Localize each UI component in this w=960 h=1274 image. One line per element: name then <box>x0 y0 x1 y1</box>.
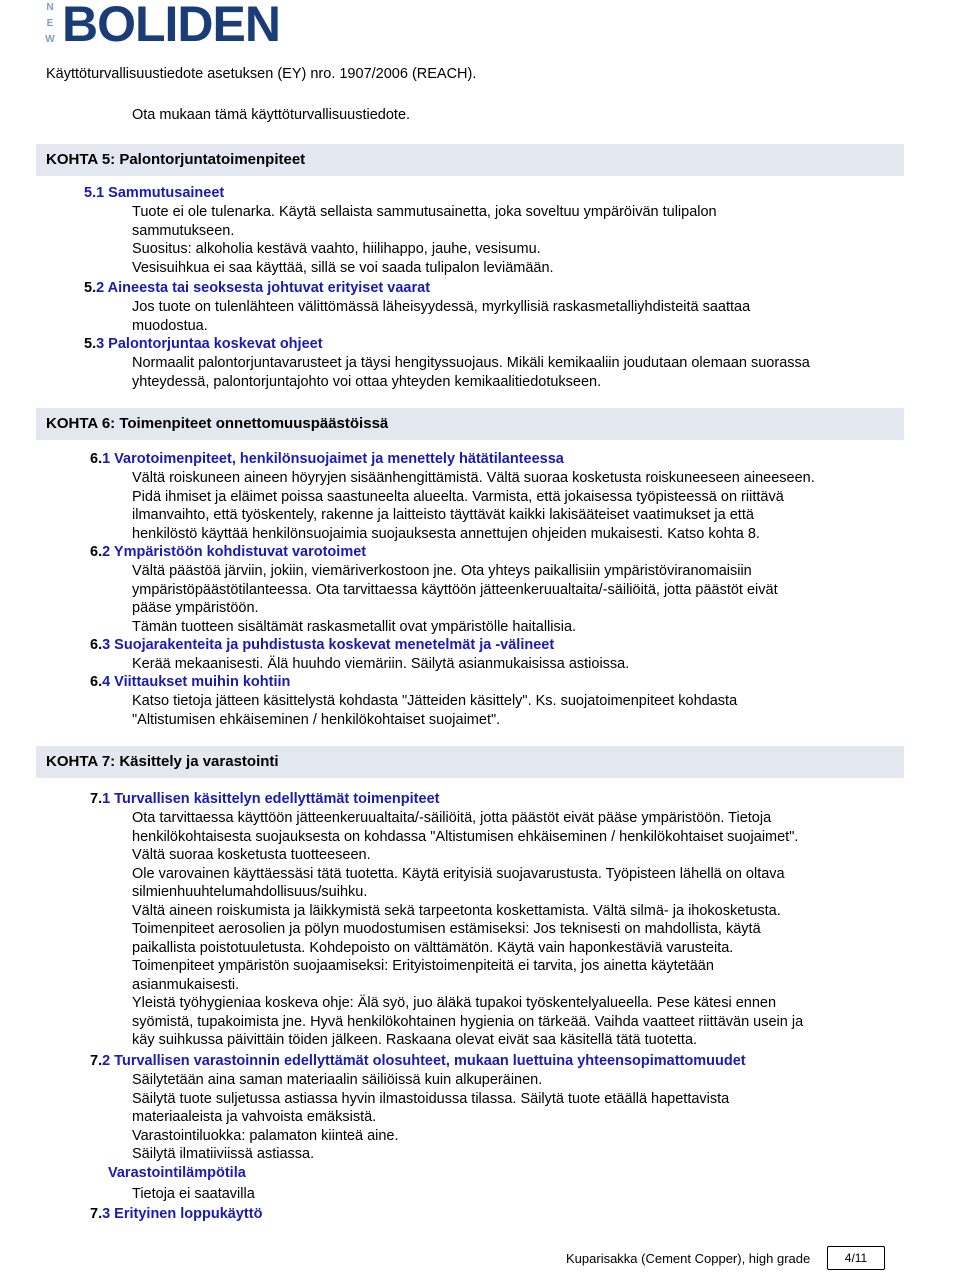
text-line: käy suihkussa päivittäin töiden jälkeen. Raskaana olevat eivät saa käsitellä tätä tuotetta. <box>132 1032 698 1048</box>
s72-title: 2 Turvallisen varastoinnin edellyttämät olosuhteet, mukaan luettuina yhteensopimattomuudet <box>102 1053 746 1069</box>
text-line: Yleistä työhygieniaa koskeva ohje: Älä syö, juo äläkä tupakoi työskentelyalueella. Pese kätesi ennen <box>132 995 777 1011</box>
text-line: Ole varovainen käyttäessäsi tätä tuotetta. Käytä erityisiä suojavarustusta. Työpisteen lähellä on oltava <box>132 865 785 882</box>
page-number: 4/11 <box>827 1246 885 1270</box>
s63-heading <box>90 636 554 655</box>
keep-note: Ota mukaan tämä käyttöturvallisuustiedote. <box>132 107 411 123</box>
text-line: "Altistumisen ehkäiseminen / henkilökohtaiset suojaimet". <box>132 711 501 728</box>
text-line: Säilytetään aina saman materiaalin säiliöissä kuin alkuperäinen. <box>132 1072 543 1088</box>
text-line: Säilytä ilmatiiviissä astiassa. <box>132 1146 315 1162</box>
text-line: Varastointiluokka: palamaton kiinteä aine. <box>132 1127 399 1144</box>
text-line: asianmukaisesti. <box>132 976 240 993</box>
s73-title: 3 Erityinen loppukäyttö <box>102 1206 263 1222</box>
text-line: Vesisuihkua ei saa käyttää, sillä se voi saada tulipalon leviämään. <box>132 259 554 276</box>
logo-brand-text: BOLIDEN <box>62 0 280 52</box>
text-line: henkilöstö käyttää henkilönsuojaimia suojauksesta annettujen ohjeiden mukaisesti. Katso kohta 8. <box>132 525 760 542</box>
text-line: Vältä suoraa kosketusta tuotteeseen. <box>132 847 371 863</box>
s51-body <box>132 203 892 277</box>
footer-product-name: Kuparisakka (Cement Copper), high grade <box>566 1251 811 1266</box>
s63-body <box>132 655 892 674</box>
s52-title: 2 Aineesta tai seoksesta johtuvat erityiset vaarat <box>96 280 431 296</box>
s62-heading <box>90 543 366 562</box>
logo-new-n: N <box>46 2 54 13</box>
s72-number: 7. <box>90 1053 103 1069</box>
s53-body <box>132 354 892 391</box>
s64-title: 4 Viittaukset muihin kohtiin <box>102 674 291 690</box>
text-line: pääse ympäristöön. <box>132 600 259 616</box>
s64-heading <box>90 673 290 692</box>
text-line: paikallista poistotuuletusta. Kohdepoisto on välttämätön. Käytä vain haponkestäviä varusteita. <box>132 939 734 956</box>
s62-body <box>132 562 892 636</box>
s71-body <box>132 809 892 1050</box>
s63-title: 3 Suojarakenteita ja puhdistusta koskevat menetelmät ja -välineet <box>102 637 555 653</box>
logo-new-w: W <box>45 34 55 45</box>
s63-number: 6. <box>90 637 103 653</box>
s72-heading <box>90 1052 746 1071</box>
s73-heading <box>90 1205 262 1224</box>
section-6-header: KOHTA 6: Toimenpiteet onnettomuuspäästöissä <box>36 408 904 440</box>
storage-temperature-value: Tietoja ei saatavilla <box>132 1186 255 1202</box>
text-line: Vältä roiskuneen aineen höyryjen sisäänhengittämistä. Vältä suoraa kosketusta roiskuneeseen aineeseen. <box>132 470 815 486</box>
text-line: henkilökohtaisesta suojauksesta on kohdassa "Altistumisen ehkäiseminen / henkilökohtaiset suojaimet". <box>132 828 799 845</box>
text-line: Säilytä tuote suljetussa astiassa hyvin ilmastoidussa tilassa. Säilytä tuote etäällä hapettavista <box>132 1090 730 1107</box>
logo-new-e: E <box>46 18 54 29</box>
s61-body <box>132 469 892 543</box>
text-line: Toimenpiteet aerosolien ja pölyn muodostumisen estämiseksi: Jos teknisesti on mahdollista, käytä <box>132 921 761 937</box>
text-line: Tämän tuotteen sisältämät raskasmetallit ovat ympäristölle haitallisia. <box>132 618 577 635</box>
s52-heading <box>84 279 430 298</box>
text-line: ilmanvaihto, että työskentely, rakenne ja laitteisto täyttävät kaikki lakisääteiset vaatimukset ja että <box>132 507 754 523</box>
section-7-header: KOHTA 7: Käsittely ja varastointi <box>36 746 904 778</box>
s52-number: 5. <box>84 280 97 296</box>
s64-number: 6. <box>90 674 103 690</box>
s71-heading <box>90 790 439 809</box>
s53-title: 3 Palontorjuntaa koskevat ohjeet <box>96 336 323 352</box>
text-line: Toimenpiteet ympäristön suojaamiseksi: Erityistoimenpiteitä ei tarvita, jos ainetta käytetään <box>132 958 714 974</box>
storage-temperature-heading: Varastointilämpötila <box>108 1165 246 1181</box>
text-line: silmienhuuhtelumahdollisuus/suihku. <box>132 884 368 900</box>
s73-number: 7. <box>90 1206 103 1222</box>
s64-body <box>132 692 892 729</box>
text-line: Normaalit palontorjuntavarusteet ja täysi hengityssuojaus. Mikäli kemikaaliin joudutaan olemaan suorassa <box>132 355 810 371</box>
logo-new-letters <box>44 3 56 45</box>
s71-title: 1 Turvallisen käsittelyn edellyttämät toimenpiteet <box>102 791 440 807</box>
s53-number: 5. <box>84 336 97 352</box>
s61-heading <box>90 450 564 469</box>
s53-heading <box>84 335 323 354</box>
s52-body <box>132 298 892 335</box>
s62-title: 2 Ympäristöön kohdistuvat varotoimet <box>102 544 367 560</box>
text-line: sammutukseen. <box>132 222 235 239</box>
s62-number: 6. <box>90 544 103 560</box>
s72-body <box>132 1071 892 1164</box>
text-line: Vältä aineen roiskumista ja läikkymistä sekä tarpeetonta koskettamista. Vältä silmä- ja ihokosketusta. <box>132 902 781 919</box>
text-line: materiaaleista ja vahvoista emäksistä. <box>132 1109 377 1125</box>
text-line: Jos tuote on tulenlähteen välittömässä läheisyydessä, myrkyllisiä raskasmetalliyhdisteitä saattaa <box>132 299 751 315</box>
text-line: muodostua. <box>132 317 208 334</box>
text-line: Katso tietoja jätteen käsittelystä kohdasta "Jätteiden käsittely". Ks. suojatoimenpiteet kohdasta <box>132 693 738 709</box>
s61-number: 6. <box>90 451 103 467</box>
text-line: Suositus: alkoholia kestävä vaahto, hiilihappo, jauhe, vesisumu. <box>132 241 541 257</box>
section-5-header: KOHTA 5: Palontorjuntatoimenpiteet <box>36 144 904 176</box>
boliden-logo <box>44 0 306 52</box>
regulation-line: Käyttöturvallisuustiedote asetuksen (EY) nro. 1907/2006 (REACH). <box>46 66 477 82</box>
text-line: Tuote ei ole tulenarka. Käytä sellaista sammutusainetta, joka soveltuu ympäröivän tulipalon <box>132 204 717 220</box>
s51-heading: 5.1 Sammutusaineet <box>84 185 225 201</box>
text-line: Vältä päästöä järviin, jokiin, viemäriverkostoon jne. Ota yhteys paikallisiin ympäristöviranomaisiin <box>132 563 752 579</box>
s71-number: 7. <box>90 791 103 807</box>
text-line: ympäristöpäästötilanteessa. Ota tarvittaessa käyttöön jätteenkeruualtaita/-säiliöitä, jotta päästöt eivät <box>132 581 778 598</box>
text-line: syömistä, tupakoimista jne. Hyvä henkilökohtainen hygienia on tärkeää. Vaihda vaatteet riittävän usein ja <box>132 1013 804 1030</box>
text-line: Kerää mekaanisesti. Älä huuhdo viemäriin. Säilytä asianmukaisissa astioissa. <box>132 656 630 672</box>
s61-title: 1 Varotoimenpiteet, henkilönsuojaimet ja menettely hätätilanteessa <box>102 451 564 467</box>
text-line: Ota tarvittaessa käyttöön jätteenkeruualtaita/-säiliöitä, jotta päästöt eivät pääse ympäristöön. Tietoja <box>132 810 772 826</box>
text-line: Pidä ihmiset ja eläimet poissa saastuneelta alueelta. Varmista, että jokaisessa työpisteessä on riittävä <box>132 488 784 505</box>
text-line: yhteydessä, palontorjuntajohto voi ottaa yhteyden kemikaalitiedotukseen. <box>132 373 602 390</box>
